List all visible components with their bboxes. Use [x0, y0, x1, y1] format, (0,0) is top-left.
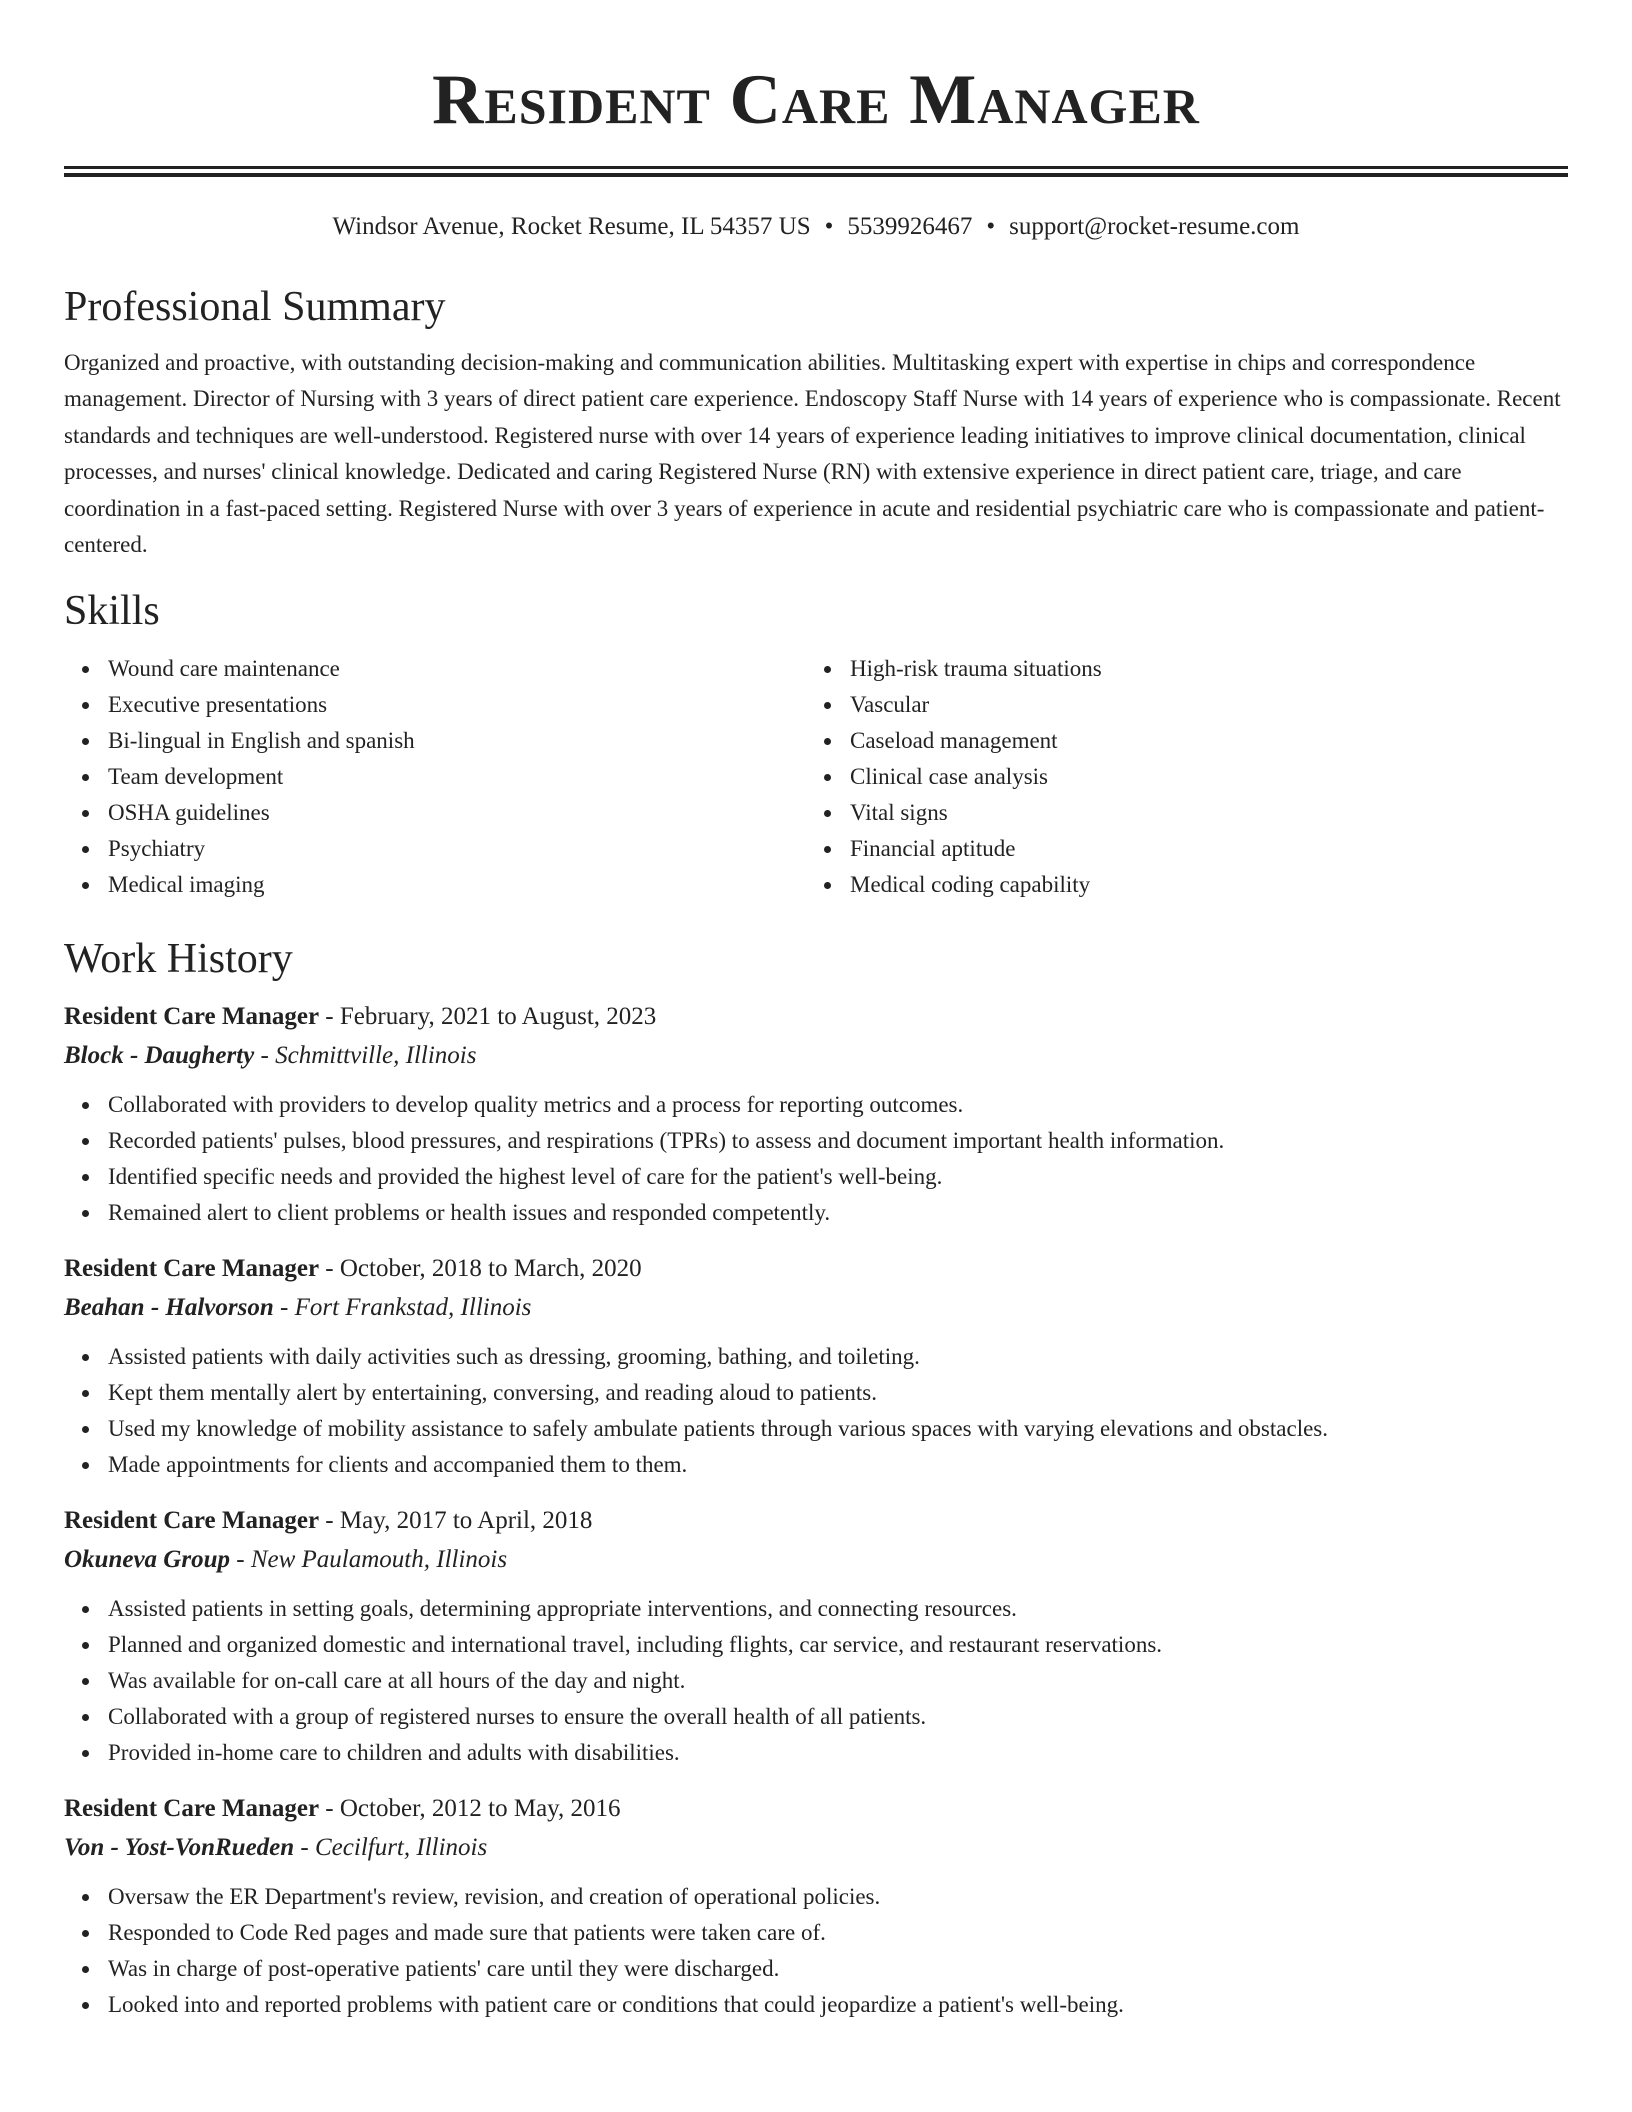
contact-address: Windsor Avenue, Rocket Resume, IL 54357 US — [332, 213, 811, 240]
job-title-line: Resident Care Manager - May, 2017 to April, 2018 — [64, 1507, 593, 1535]
job-company: Block - Daugherty — [64, 1042, 255, 1070]
job-bullet: Responded to Code Red pages and made sure that patients were taken care of. — [108, 1915, 1568, 1951]
skill-item: Bi-lingual in English and spanish — [108, 723, 806, 759]
skill-item: OSHA guidelines — [108, 795, 806, 831]
job-role: Resident Care Manager — [64, 1255, 320, 1283]
job-company-line: Okuneva Group - New Paulamouth, Illinois — [64, 1546, 508, 1574]
job-bullet: Assisted patients with daily activities such as dressing, grooming, bathing, and toileting. — [108, 1339, 1568, 1375]
job-bullet: Remained alert to client problems or health issues and responded competently. — [108, 1195, 1568, 1231]
skill-item: Executive presentations — [108, 687, 806, 723]
contact-separator: • — [986, 213, 996, 240]
job-company: Okuneva Group — [64, 1546, 230, 1574]
skills-columns — [64, 651, 1568, 903]
job-title-line: Resident Care Manager - October, 2012 to May, 2016 — [64, 1795, 621, 1823]
contact-email: support@rocket-resume.com — [1009, 213, 1300, 240]
job-company-line: Block - Daugherty - Schmittville, Illinois — [64, 1042, 477, 1070]
job-bullet: Provided in-home care to children and adults with disabilities. — [108, 1735, 1568, 1771]
contact-separator: • — [824, 213, 834, 240]
skill-item: Medical coding capability — [850, 867, 1548, 903]
section-heading-skills: Skills — [64, 588, 160, 635]
job-entry — [64, 997, 1568, 1231]
skill-item: Medical imaging — [108, 867, 806, 903]
job-bullet: Identified specific needs and provided the highest level of care for the patient's well-being. — [108, 1159, 1568, 1195]
job-dates: October, 2018 to March, 2020 — [339, 1255, 642, 1283]
skill-item: Team development — [108, 759, 806, 795]
job-company-line: Beahan - Halvorson - Fort Frankstad, Illinois — [64, 1294, 532, 1322]
job-bullet: Oversaw the ER Department's review, revision, and creation of operational policies. — [108, 1879, 1568, 1915]
job-entry — [64, 1249, 1568, 1483]
job-entry — [64, 1789, 1568, 2023]
job-role: Resident Care Manager — [64, 1795, 320, 1823]
job-role: Resident Care Manager — [64, 1507, 320, 1535]
job-bullets — [64, 1591, 1568, 1771]
job-bullet: Recorded patients' pulses, blood pressures, and respirations (TPRs) to assess and document important health information. — [108, 1123, 1568, 1159]
job-bullet: Collaborated with a group of registered nurses to ensure the overall health of all patients. — [108, 1699, 1568, 1735]
job-title-line: Resident Care Manager - February, 2021 to August, 2023 — [64, 1003, 657, 1031]
resume-title: Resident Care Manager — [432, 61, 1200, 139]
skills-list-right — [806, 651, 1548, 903]
job-bullet: Looked into and reported problems with patient care or conditions that could jeopardize a patient's well-being. — [108, 1987, 1568, 2023]
job-dates: May, 2017 to April, 2018 — [339, 1507, 593, 1535]
skill-item: Clinical case analysis — [850, 759, 1548, 795]
job-bullet: Was in charge of post-operative patients' care until they were discharged. — [108, 1951, 1568, 1987]
contact-phone: 5539926467 — [847, 213, 973, 240]
job-location: Fort Frankstad, Illinois — [294, 1294, 532, 1322]
job-dates: October, 2012 to May, 2016 — [339, 1795, 621, 1823]
job-entry — [64, 1501, 1568, 1771]
section-heading-summary: Professional Summary — [64, 284, 446, 330]
job-dates: February, 2021 to August, 2023 — [339, 1003, 657, 1031]
title-double-rule — [64, 166, 1568, 177]
job-bullet: Collaborated with providers to develop quality metrics and a process for reporting outcomes. — [108, 1087, 1568, 1123]
job-company-line: Von - Yost-VonRueden - Cecilfurt, Illinois — [64, 1834, 488, 1862]
job-company: Von - Yost-VonRueden — [64, 1834, 295, 1862]
job-bullets — [64, 1879, 1568, 2023]
skill-item: Caseload management — [850, 723, 1548, 759]
job-bullets — [64, 1087, 1568, 1231]
section-heading-work-history: Work History — [64, 936, 293, 983]
job-location: New Paulamouth, Illinois — [250, 1546, 508, 1574]
contact-line — [64, 209, 1568, 245]
job-location: Schmittville, Illinois — [275, 1042, 477, 1070]
job-location: Cecilfurt, Illinois — [315, 1834, 488, 1862]
job-bullet: Assisted patients in setting goals, determining appropriate interventions, and connecting resources. — [108, 1591, 1568, 1627]
skill-item: Psychiatry — [108, 831, 806, 867]
job-title-line: Resident Care Manager - October, 2018 to March, 2020 — [64, 1255, 642, 1283]
work-history-list — [64, 997, 1568, 2023]
job-role: Resident Care Manager — [64, 1003, 320, 1031]
skill-item: Vital signs — [850, 795, 1548, 831]
job-bullets — [64, 1339, 1568, 1483]
job-bullet: Was available for on-call care at all hours of the day and night. — [108, 1663, 1568, 1699]
job-company: Beahan - Halvorson — [64, 1294, 274, 1322]
skill-item: Wound care maintenance — [108, 651, 806, 687]
skill-item: High-risk trauma situations — [850, 651, 1548, 687]
job-bullet: Kept them mentally alert by entertaining, conversing, and reading aloud to patients. — [108, 1375, 1568, 1411]
skill-item: Vascular — [850, 687, 1548, 723]
resume-page — [64, 0, 1568, 2023]
skills-list-left — [64, 651, 806, 903]
summary-text: Organized and proactive, with outstanding decision-making and communication abilities. Multitasking expert with expertise in chips and correspondence management. Director of Nursing with 3 years of direct patient care experience. Endoscopy Staff Nurse with 14 years of experience who is compassionate. Recent standards and techniques are well-understood. Registered nurse with over 14 years of experience leading initiatives to improve clinical documentation, clinical processes, and nurses' clinical knowledge. Dedicated and caring Registered Nurse (RN) with extensive experience in direct patient care, triage, and care coordination in a fast-paced setting. Registered Nurse with over 3 years of experience in acute and residential psychiatric care who is compassionate and patient-centered. — [64, 350, 1561, 558]
skill-item: Financial aptitude — [850, 831, 1548, 867]
job-bullet: Used my knowledge of mobility assistance to safely ambulate patients through various spaces with varying elevations and obstacles. — [108, 1411, 1568, 1447]
job-bullet: Planned and organized domestic and international travel, including flights, car service, and restaurant reservations. — [108, 1627, 1568, 1663]
job-bullet: Made appointments for clients and accompanied them to them. — [108, 1447, 1568, 1483]
